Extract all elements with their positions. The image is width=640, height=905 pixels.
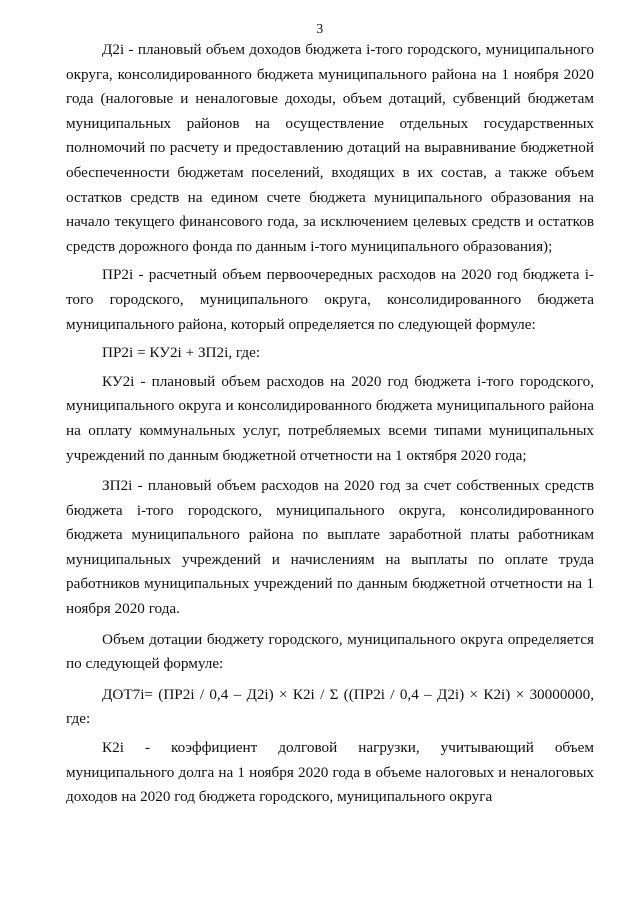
paragraph-k2i-definition: К2i - коэффициент долговой нагрузки, учитывающий объем муниципального долга на 1 ноября 2020 года в объеме налоговых и неналоговых доходов на 2020 год бюджета городского, муниципального округа (66, 739, 594, 806)
formula-dot7i: ДОТ7i= (ПР2i / 0,4 – Д2i) × К2i / Σ ((ПР2i / 0,4 – Д2i) × К2i) × 30000000, где: (66, 685, 594, 728)
paragraph-ku2i-definition: КУ2i - плановый объем расходов на 2020 год бюджета i-того городского, муниципального округа и консолидированного бюджета муниципального района на оплату коммунальных услуг, потребляемых всеми типами муниципальных учреждений по данным бюджетной отчетности на 1 октября 2020 года; (66, 372, 594, 464)
paragraph-d2i-definition: Д2i - плановый объем доходов бюджета i-того городского, муниципального округа, консолидированного бюджета муниципального района на 1 ноября 2020 года (налоговые и неналоговые доходы, объем дотаций, субвенций бюджетам муниципальных районов на осуществление отдельных государственных полномочий по расчету и предоставлению дотаций на выравнивание бюджетной обеспеченности бюджетам поселений, входящих в их состав, а также объем остатков средств на едином счете бюджета муниципального образования на начало текущего финансового года, за исключением целевых средств и остатков средств дорожного фонда по данным i-того муниципального образования); (66, 41, 594, 255)
page-number: 3 (316, 22, 324, 37)
formula-pr2i: ПР2i = КУ2i + ЗП2i, где: (102, 344, 261, 362)
paragraph-zp2i-definition: ЗП2i - плановый объем расходов на 2020 год за счет собственных средств бюджета i-того городского, муниципального округа, консолидированного бюджета муниципального района по выплате заработной платы работникам муниципальных учреждений и начислениям на выплаты по оплате труда работников муниципальных учреждений по данным бюджетной отчетности на 1 ноября 2020 года. (66, 477, 594, 618)
document-body (66, 38, 594, 810)
paragraph-subsidy-volume: Объем дотации бюджету городского, муниципального округа определяется по следующей формуле: (66, 630, 594, 673)
paragraph-pr2i-definition: ПР2i - расчетный объем первоочередных расходов на 2020 год бюджета i-того городского, муниципального округа, консолидированного бюджета муниципального района, который определяется по следующей формуле: (66, 266, 594, 333)
